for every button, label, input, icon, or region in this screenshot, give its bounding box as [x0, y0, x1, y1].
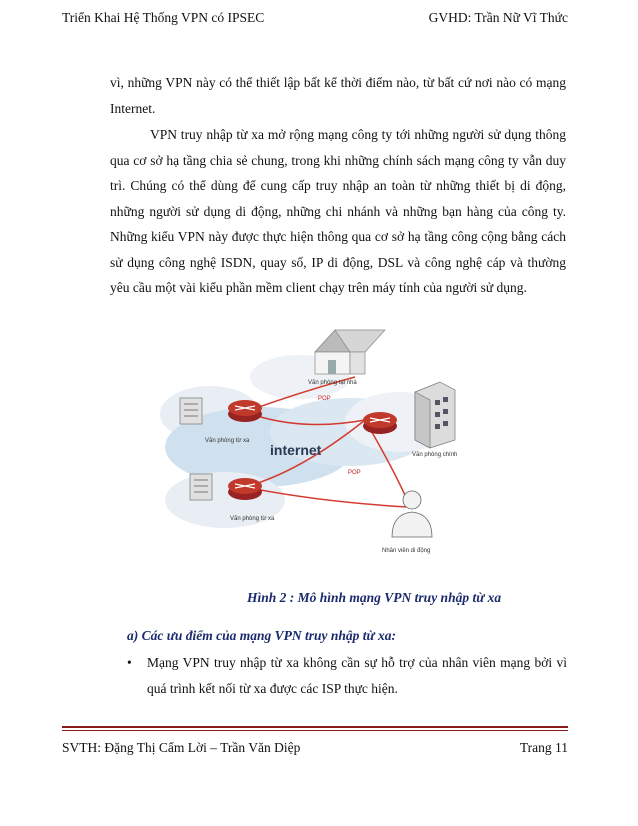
label-remote-office-2: Văn phòng từ xa [230, 516, 275, 522]
router-remote-1-icon [228, 400, 262, 422]
vpn-remote-access-diagram [150, 322, 460, 566]
footer-rule-thin [62, 730, 568, 731]
section-heading: a) Các ưu điểm của mạng VPN truy nhập từ xa: [127, 628, 396, 643]
bullet-item [127, 650, 567, 701]
diagram-svg [150, 322, 460, 566]
footer-students: SVTH: Đặng Thị Cẩm Lời – Trần Văn Diệp [62, 740, 301, 755]
label-main-office: Văn phòng chính [412, 452, 458, 458]
figure-caption: Hình 2 : Mô hình mạng VPN truy nhập từ xa [247, 590, 502, 605]
remote-office-1-server-icon [180, 398, 202, 424]
label-internet: internet [270, 442, 322, 458]
bullet-symbol: • [127, 655, 132, 670]
footer-rule-thick [62, 726, 568, 728]
header-title: Triển Khai Hệ Thống VPN có IPSEC [62, 10, 265, 25]
header-instructor: GVHD: Trần Nữ Vĩ Thức [428, 10, 568, 25]
main-office-building-icon [415, 382, 455, 448]
mobile-user-person-icon [392, 491, 432, 537]
label-home-office: Văn phòng tại nhà [308, 380, 357, 386]
bullet-text: Mạng VPN truy nhập từ xa không cần sự hỗ trợ của nhân viên mạng bởi vì quá trình kết nối từ xa được các ISP thực hiện. [147, 655, 567, 696]
label-pop-1: POP [318, 396, 331, 402]
label-mobile-user: Nhân viên di động [382, 548, 431, 554]
label-remote-office-1: Văn phòng từ xa [205, 438, 250, 444]
router-main-icon [363, 412, 397, 434]
paragraph-1: vì, những VPN này có thể thiết lập bất kể thời điểm nào, từ bất cứ nơi nào có mạng Internet. [110, 75, 566, 116]
label-pop-2: POP [348, 470, 361, 476]
remote-office-2-server-icon [190, 474, 212, 500]
home-office-house-icon [315, 330, 385, 374]
paragraph-2: VPN truy nhập từ xa mở rộng mạng công ty tới những người sử dụng thông qua cơ sở hạ tầng chia sẻ chung, trong khi những chính sách mạng công ty vẫn duy trì. Chúng có thể dùng để cung cấp truy nhập an toàn từ những thiết bị di động, những người sử dụng di động, những chi nhánh và những bạn hàng của công ty. Những kiểu VPN này được thực hiện thông qua cơ sở hạ tầng công cộng bằng cách sử dụng công nghệ ISDN, quay số, IP di động, DSL và công nghệ cáp và thường yêu cầu một vài kiểu phần mềm client chạy trên máy tính của người sử dụng. [110, 127, 566, 295]
router-remote-2-icon [228, 478, 262, 500]
page-number: Trang 11 [519, 740, 568, 755]
page-header [62, 10, 568, 30]
